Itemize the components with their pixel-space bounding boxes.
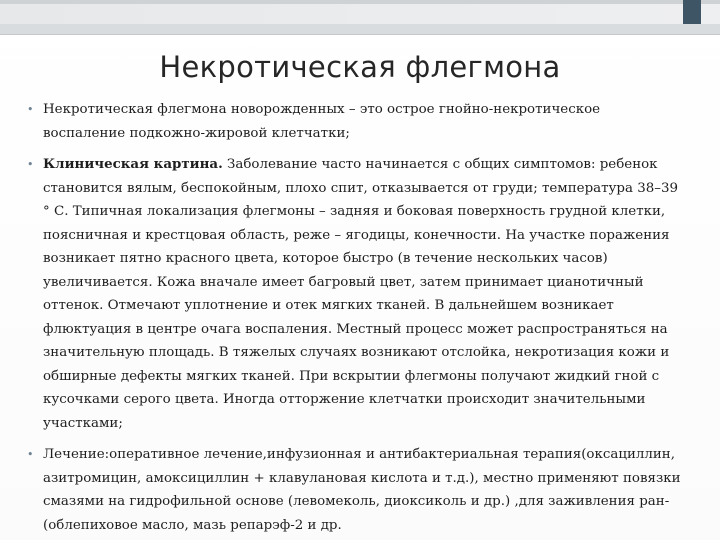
slide-title: Некротическая флегмона: [159, 50, 561, 84]
bullet-lead: Клиническая картина.: [43, 156, 223, 172]
header-shadow-band: [0, 24, 720, 35]
bullet-item-definition: [22, 98, 682, 145]
bullet-icon: •: [27, 158, 34, 171]
bullet-text: Некротическая флегмона новорожденных – это острое гнойно-некротическое воспаление подкожно-жировой клетчатки;: [43, 102, 601, 141]
bullet-icon: •: [27, 103, 34, 116]
bullet-item-clinical-picture: [22, 153, 682, 435]
bullet-item-treatment: [22, 443, 682, 537]
header-strip: [0, 0, 720, 4]
bullet-text: Лечение:оперативное лечение,инфузионная и антибактериальная терапия(оксациллин, азитромицин, амоксициллин + клавулановая кислота и т.д.), местно применяют повязки смазями на гидрофильной основе (левомеколь, диоксиколь и др.) ,для заживления ран- (облепиховое масло, мазь репарэф-2 и др.: [43, 447, 681, 533]
bullet-icon: •: [27, 448, 34, 461]
bullet-text: Заболевание часто начинается с общих симптомов: ребенок становится вялым, беспокойным, плохо спит, отказывается от груди; температура 38–39 ° С. Типичная локализация флегмоны – задняя и боковая поверхность грудной клетки, поясничная и крестцовая область, реже – ягодицы, конечности. На участке поражения возникает пятно красного цвета, которое быстро (в течение нескольких часов) увеличивается. Кожа вначале имеет багровый цвет, затем принимает цианотичный оттенок. Отмечают уплотнение и отек мягких тканей. В дальнейшем возникает флюктуация в центре очага воспаления. Местный процесс может распространяться на значительную площадь. В тяжелых случаях возникают отслойка, некротизация кожи и обширные дефекты мягких тканей. При вскрытии флегмоны получают жидкий гной с кусочками серого цвета. Иногда отторжение клетчатки происходит значительными участками;: [43, 157, 679, 431]
header-accent-block: [683, 0, 701, 24]
slide-body: [22, 98, 682, 545]
